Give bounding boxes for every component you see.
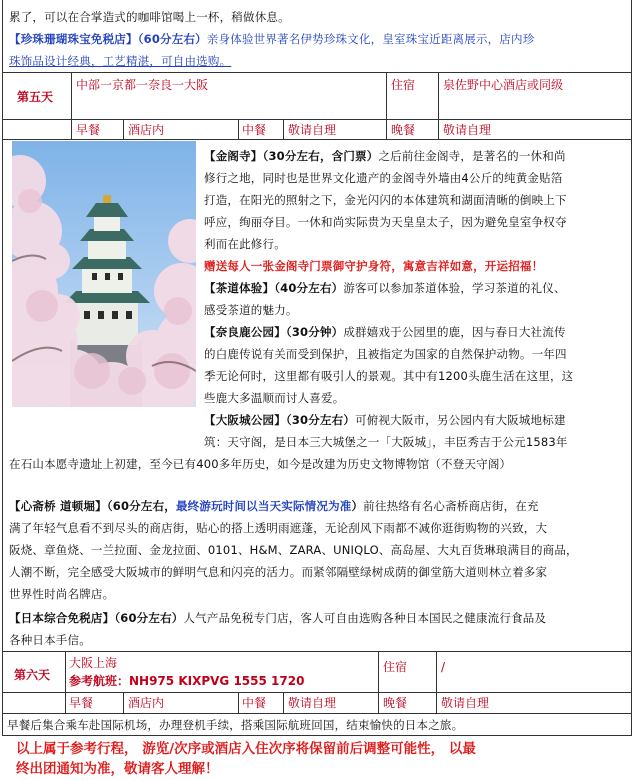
osaka-castle-time: （30分左右） [285, 413, 356, 427]
footer-notice-line: 终出团通知为准，敬请客人理解！ [16, 761, 219, 777]
day5-stay-label: 住宿 [391, 78, 416, 92]
shinsaibashi-note: 最终游玩时间以当天实际情况为准 [175, 499, 352, 513]
shinsaibashi-close: ） [351, 499, 364, 513]
tea-paragraph [204, 277, 625, 299]
osaka-castle-text: 可俯视大阪市，另公园内有大阪城地标建 [355, 413, 566, 427]
day5-dinner-label: 晚餐 [391, 123, 416, 137]
table-divider [123, 119, 124, 139]
tea-title: 【茶道体验】 [204, 281, 275, 295]
day6-breakfast-value: 酒店内 [128, 696, 165, 710]
osaka-castle-title: 【大阪城公园】 [204, 413, 286, 427]
osaka-castle-photo [12, 141, 196, 407]
day5-dinner-value: 敬请自理 [443, 123, 492, 137]
shinsaibashi-time: （60分左右， [106, 499, 176, 513]
osaka-castle-line: 筑：天守阁，是日本三大城堡之一「大阪城」，丰臣秀吉于公元1583年 [204, 435, 568, 449]
day6-description: 早餐后集合乘车赴国际机场，办理登机手续，搭乘国际航班回国，结束愉快的日本之旅。 [7, 718, 464, 732]
table-rule [3, 651, 631, 652]
tea-text: 游客可以参加茶道体验，学习茶道的礼仪、 [343, 281, 566, 295]
dutyfree-text: 人气产品免税专门店，客人可自由选购各种日本国民之健康流行食品及 [183, 611, 547, 625]
shinsaibashi-paragraph [9, 495, 625, 517]
shop-desc-2: 珠饰品设计经典，工艺精湛，可自由选购。 [9, 54, 232, 68]
day6-breakfast-label: 早餐 [69, 696, 94, 710]
day6-flight: 参考航班：NH975 KIXPVG 1555 1720 [69, 674, 305, 688]
nara-title: 【奈良鹿公园】 [204, 325, 286, 339]
day6-route: 大阪上海 [69, 656, 118, 670]
day5-lunch-value: 敬请自理 [288, 123, 337, 137]
table-divider [65, 651, 66, 713]
shinsaibashi-line: 阪烧、章鱼烧、一兰拉面、金龙拉面、0101、H&M、ZARA、UNIQLO、高岛屋、大丸百货琳琅满目的商品， [9, 543, 578, 557]
shinsaibashi-line: 世界性时尚名牌店。 [9, 587, 115, 601]
shop-paragraph-2 [9, 50, 625, 72]
shinsaibashi-line: 人潮不断，完全感受大阪城市的鲜明气息和闪亮的活力。而紧邻隔壁绿树成荫的御堂筋大道则林立着多家 [9, 565, 548, 579]
shop-desc: 亲身体验世界著名伊势珍珠文化，皇室珠宝近距离展示，店内珍 [206, 32, 535, 46]
nara-paragraph [204, 321, 625, 343]
table-divider [238, 692, 239, 713]
day5-label: 第五天 [17, 90, 54, 104]
day5-breakfast-value: 酒店内 [128, 123, 165, 137]
shop-paragraph [9, 28, 625, 50]
day6-lunch-value: 敬请自理 [288, 696, 337, 710]
table-divider [386, 72, 387, 139]
nara-line: 季无论何时，这里都有吸引人的景观。其中有1200头鹿生活在这里，这 [204, 369, 574, 383]
table-divider [238, 119, 239, 139]
osaka-castle-paragraph [204, 409, 625, 431]
nara-time: （30分钟） [285, 325, 344, 339]
shinsaibashi-line: 满了年轻气息看不到尽头的商店街，贴心的搭上透明雨遮蓬，无论刮风下雨都不减你逛街购物的兴致，大 [9, 521, 548, 535]
footer-notice-line: 以上属于参考行程， 游览/次序或酒店入住次序将保留前后调整可能性， 以最 [16, 741, 476, 757]
dutyfree-line: 各种日本手信。 [9, 633, 91, 647]
dutyfree-paragraph [9, 607, 625, 629]
day6-stay-value: / [441, 660, 446, 674]
day5-stay-value: 泉佐野中心酒店或同级 [443, 78, 564, 92]
day6-stay-label: 住宿 [383, 660, 408, 674]
itinerary-frame [2, 0, 632, 736]
day5-route: 中部一京都一奈良一大阪 [76, 78, 209, 92]
shinsaibashi-title: 【心斋桥 道顿堀】 [9, 499, 107, 513]
day6-lunch-label: 中餐 [242, 696, 267, 710]
kinkakuji-line: 打造，在阳光的照射之下，金光闪闪的本体建筑和湖面清晰的倒映上下 [204, 193, 567, 207]
tea-line: 感受茶道的魅力。 [204, 303, 298, 317]
shop-name: 【珍珠珊瑚珠宝免税店】 [9, 32, 138, 46]
kinkakuji-paragraph [204, 145, 625, 167]
day5-lunch-label: 中餐 [242, 123, 267, 137]
nara-text: 成群嬉戏于公园里的鹿，因与春日大社流传 [343, 325, 566, 339]
shinsaibashi-text: 前往热络有名心斋桥商店街，在充 [363, 499, 539, 513]
osaka-castle-line: 在石山本愿寺遗址上初建，至今已有400多年历史，如今是改建为历史文物博物馆（不登天守阁） [9, 457, 512, 471]
nara-line: 的白鹿传说有关而受到保护，且被指定为国家的自然保护动物。一年四 [204, 347, 567, 361]
table-divider [378, 651, 379, 713]
kinkakuji-line: 修行之地，同时也是世界文化遗产的金阁寺外墙由4公斤的纯黄金贴箔 [204, 171, 563, 185]
day6-label: 第六天 [14, 668, 51, 682]
kinkakuji-text: 之后前往金阁寺，是著名的一休和尚 [378, 149, 566, 163]
table-divider [71, 72, 72, 139]
dutyfree-title: 【日本综合免税店】 [9, 611, 115, 625]
table-divider [438, 72, 439, 139]
nara-line: 些鹿大多温顺而讨人喜爱。 [204, 391, 345, 405]
table-divider [283, 692, 284, 713]
day5-breakfast-label: 早餐 [76, 123, 101, 137]
kinkakuji-line: 呼应，绚丽夺目。一休和尚实际贵为天皇皇太子，因为避免皇室争权夺 [204, 215, 567, 229]
table-rule [3, 735, 631, 736]
table-divider [123, 692, 124, 713]
intro-line: 累了，可以在合掌造式的咖啡馆喝上一杯，稍做休息。 [9, 10, 290, 24]
kinkakuji-title: 【金阁寺】 [204, 149, 263, 163]
dutyfree-time: （60分左右） [114, 611, 184, 625]
kinkakuji-time: （30分左右，含门票） [262, 149, 379, 163]
day6-dinner-label: 晚餐 [383, 696, 408, 710]
kinkakuji-line: 利而在此修行。 [204, 237, 286, 251]
table-divider [283, 119, 284, 139]
shop-time: （60分左右） [137, 32, 207, 46]
table-divider [436, 651, 437, 713]
table-rule [3, 72, 631, 73]
gift-notice: 赠送每人一张金阁寺门票御守护身符，寓意吉祥如意，开运招福！ [204, 259, 544, 273]
day6-dinner-value: 敬请自理 [441, 696, 490, 710]
tea-time: （40分左右） [274, 281, 344, 295]
